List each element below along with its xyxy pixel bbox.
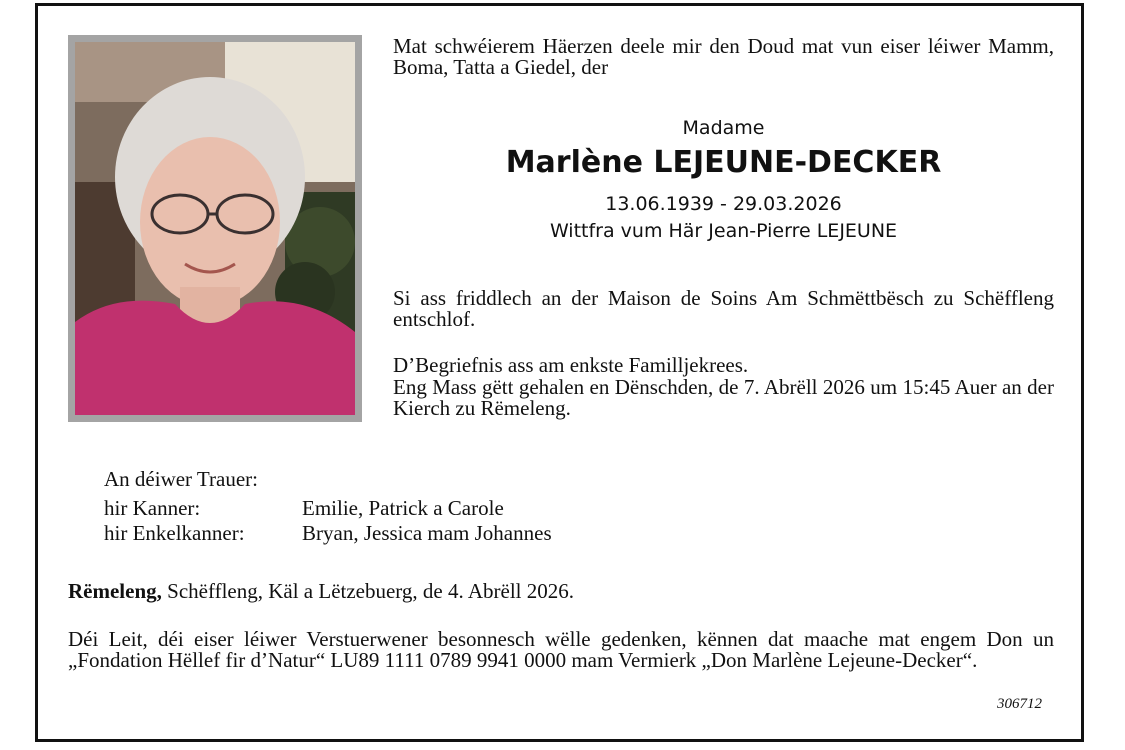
mourners-heading: An déiwer Trauer: xyxy=(104,467,258,491)
donation-text: Déi Leit, déi eiser léiwer Verstuerwener besonnesch wëlle gedenken, kënnen dat maache mat engem Don un „Fondation Hëllef fir d’Natur“ LU89 1111 0789 9941 0000 mam Vermierk „Don Marlène Lejeune-Decker“. xyxy=(68,627,1054,672)
portrait-illustration xyxy=(75,42,355,415)
mourners-label-children: hir Kanner: xyxy=(104,496,201,520)
reference-number: 306712 xyxy=(997,696,1042,712)
life-dates: 13.06.1939 - 29.03.2026 xyxy=(605,193,842,215)
funeral-line-1: D’Begriefnis ass am enkste Familljekrees. xyxy=(393,353,749,377)
funeral-line-2: Eng Mass gëtt gehalen en Dënschden, de 7. Abrëll 2026 um 15:45 Auer an der Kierch zu Rëmeleng. xyxy=(393,375,1054,420)
place-date-rest: Schëffleng, Käl a Lëtzebuerg, de 4. Abrëll 2026. xyxy=(161,579,574,603)
mourners-names-children: Emilie, Patrick a Carole xyxy=(302,496,504,520)
portrait-photo xyxy=(68,35,362,422)
death-place-text: Si ass friddlech an der Maison de Soins Am Schmëttbësch zu Schëffleng entschlof. xyxy=(393,286,1054,331)
place-date xyxy=(68,579,574,603)
place-bold: Rëmeleng, xyxy=(68,579,162,603)
deceased-name: Marlène LEJEUNE-DECKER xyxy=(505,145,942,180)
mourners-names-grandchildren: Bryan, Jessica mam Johannes xyxy=(302,521,552,545)
salutation: Madame xyxy=(682,117,765,139)
mourners-label-grandchildren: hir Enkelkanner: xyxy=(104,521,245,545)
intro-text: Mat schwéierem Häerzen deele mir den Doud mat vun eiser léiwer Mamm, Boma, Tatta a Giedel, der xyxy=(393,34,1054,79)
widow-of: Wittfra vum Här Jean-Pierre LEJEUNE xyxy=(549,220,898,242)
